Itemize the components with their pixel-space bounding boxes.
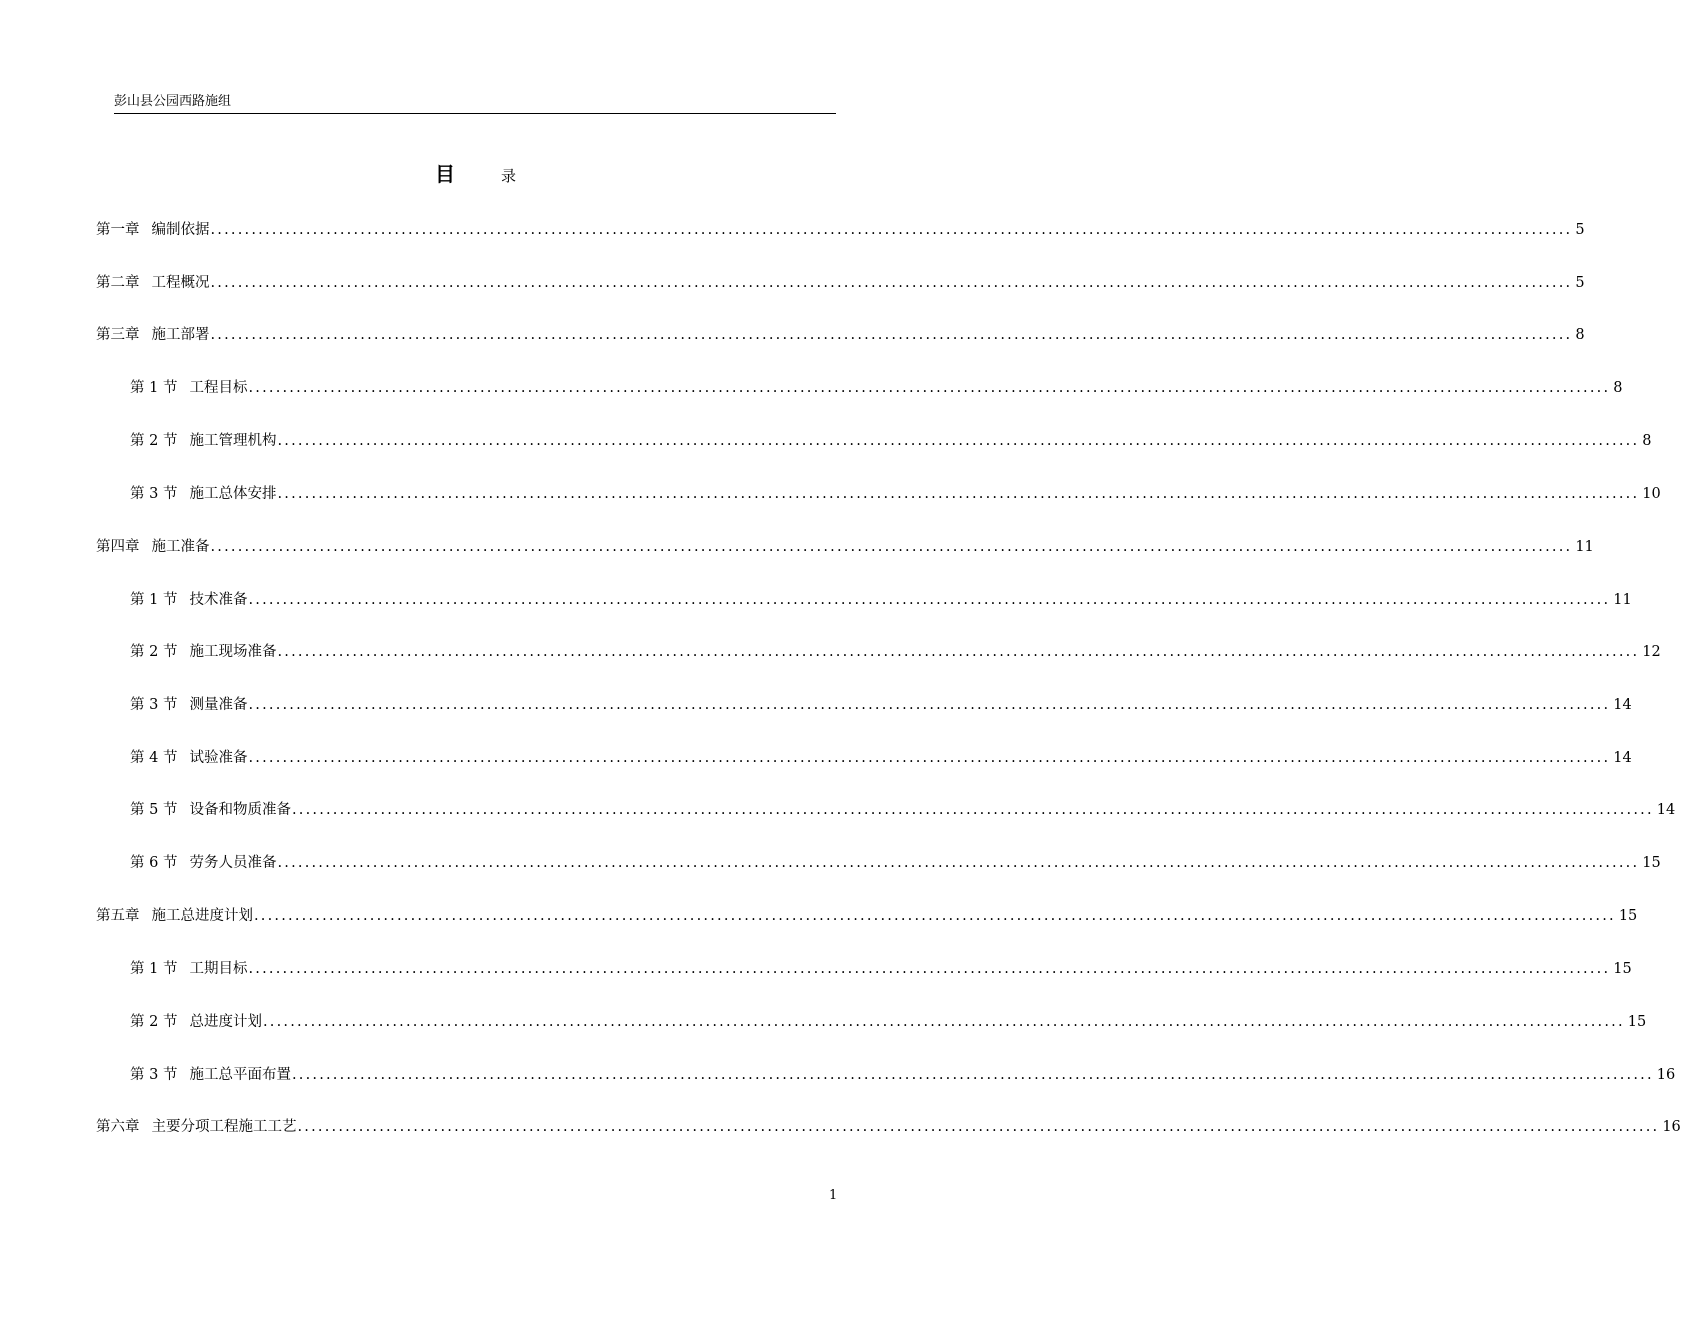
toc-entry-page: 14 xyxy=(1656,802,1676,818)
toc-entry-text: 劳务人员准备 xyxy=(189,855,277,871)
toc-entry-text: 主要分项工程施工工艺 xyxy=(151,1119,297,1135)
toc-entry-page: 8 xyxy=(1575,327,1585,343)
toc-entry[interactable] xyxy=(96,272,1585,294)
toc-entry-label: 第六章 xyxy=(96,1119,140,1135)
toc-entry-text: 工期目标 xyxy=(189,961,248,977)
toc-leader-dots: ........................................................................................................................................................................................................ xyxy=(291,1067,1654,1083)
toc-entry-page: 15 xyxy=(1627,1014,1647,1030)
toc-entry-page: 15 xyxy=(1613,961,1632,977)
toc-entry-label: 第 3 节 xyxy=(130,697,178,713)
toc-entry-label: 第 3 节 xyxy=(130,486,178,502)
toc-entry-text: 施工现场准备 xyxy=(189,644,277,660)
toc-leader-dots: ........................................................................................................................................................................................................ xyxy=(291,802,1654,818)
toc-entry-label: 第 3 节 xyxy=(130,1067,178,1083)
toc-entry-label: 第 2 节 xyxy=(130,644,178,660)
toc-entry-page: 11 xyxy=(1575,539,1594,555)
toc-entry[interactable] xyxy=(130,377,1623,399)
toc-leader-dots: ........................................................................................................................................................................................................ xyxy=(210,275,1573,291)
toc-leader-dots: ........................................................................................................................................................................................................ xyxy=(248,592,1611,608)
toc-entry-page: 16 xyxy=(1662,1119,1681,1135)
toc-entry-text: 施工管理机构 xyxy=(189,433,277,449)
toc-entry-page: 8 xyxy=(1613,380,1623,396)
toc-entry-label: 第二章 xyxy=(96,275,140,291)
toc-entry-label: 第四章 xyxy=(96,539,140,555)
toc-entry-text: 工程目标 xyxy=(189,380,248,396)
toc-entry-label: 第三章 xyxy=(96,327,140,343)
toc-entry-text: 试验准备 xyxy=(189,750,248,766)
toc-entry[interactable] xyxy=(96,324,1585,346)
toc-leader-dots: ........................................................................................................................................................................................................ xyxy=(248,697,1611,713)
toc-entry-text: 技术准备 xyxy=(189,592,248,608)
toc-entry[interactable] xyxy=(130,852,1661,874)
toc-entry-page: 15 xyxy=(1642,855,1661,871)
toc-title-char-2: 录 xyxy=(501,167,517,185)
toc-entry-page: 10 xyxy=(1642,486,1661,502)
toc-entry[interactable] xyxy=(130,589,1632,611)
toc-leader-dots: ........................................................................................................................................................................................................ xyxy=(277,486,1640,502)
toc-entry-page: 8 xyxy=(1642,433,1652,449)
toc-entry[interactable] xyxy=(130,1064,1676,1086)
toc-entry[interactable] xyxy=(130,1011,1647,1033)
toc-entry-page: 16 xyxy=(1656,1067,1676,1083)
toc-entry-page: 5 xyxy=(1575,275,1585,291)
toc-entry-text: 测量准备 xyxy=(189,697,248,713)
toc-entry-label: 第 6 节 xyxy=(130,855,178,871)
toc-leader-dots: ........................................................................................................................................................................................................ xyxy=(277,855,1640,871)
toc-entry-text: 施工总进度计划 xyxy=(151,908,253,924)
toc-leader-dots: ........................................................................................................................................................................................................ xyxy=(262,1014,1625,1030)
toc-leader-dots: ........................................................................................................................................................................................................ xyxy=(248,961,1611,977)
toc-entry[interactable] xyxy=(130,641,1661,663)
toc-entry-label: 第 2 节 xyxy=(130,1014,178,1030)
toc-leader-dots: ........................................................................................................................................................................................................ xyxy=(210,539,1573,555)
toc-entry-page: 11 xyxy=(1613,592,1632,608)
toc-entry[interactable] xyxy=(130,430,1652,452)
toc-entry-text: 编制依据 xyxy=(151,222,210,238)
toc-entry-page: 14 xyxy=(1613,750,1632,766)
toc-entry-label: 第 1 节 xyxy=(130,961,178,977)
toc-entry-text: 施工总体安排 xyxy=(189,486,277,502)
toc-title-char-1: 目 xyxy=(435,162,455,186)
toc-entry-label: 第 5 节 xyxy=(130,802,178,818)
toc-leader-dots: ........................................................................................................................................................................................................ xyxy=(210,222,1573,238)
toc-leader-dots: ........................................................................................................................................................................................................ xyxy=(254,908,1616,924)
toc-entry-label: 第 4 节 xyxy=(130,750,178,766)
toc-entry[interactable] xyxy=(96,1116,1681,1138)
toc-entry-page: 12 xyxy=(1642,644,1661,660)
toc-entry[interactable] xyxy=(130,694,1632,716)
toc-entry-text: 施工准备 xyxy=(151,539,210,555)
toc-leader-dots: ........................................................................................................................................................................................................ xyxy=(210,327,1573,343)
toc-entry-page: 5 xyxy=(1575,222,1585,238)
toc-entry-label: 第 1 节 xyxy=(130,592,178,608)
toc-leader-dots: ........................................................................................................................................................................................................ xyxy=(248,750,1611,766)
toc-entry[interactable] xyxy=(130,747,1632,769)
toc-entry-text: 工程概况 xyxy=(151,275,210,291)
toc-entry-page: 15 xyxy=(1618,908,1638,924)
toc-leader-dots: ........................................................................................................................................................................................................ xyxy=(277,644,1640,660)
toc-entry-text: 总进度计划 xyxy=(189,1014,262,1030)
toc-leader-dots: ........................................................................................................................................................................................................ xyxy=(277,433,1640,449)
toc-entry[interactable] xyxy=(130,483,1661,505)
toc-entry-label: 第 1 节 xyxy=(130,380,178,396)
toc-entry-label: 第一章 xyxy=(96,222,140,238)
header-title: 彭山县公园西路施组 xyxy=(114,94,232,109)
toc-entry-text: 施工总平面布置 xyxy=(189,1067,291,1083)
toc-entry-text: 设备和物质准备 xyxy=(189,802,291,818)
toc-entry[interactable] xyxy=(96,905,1638,927)
toc-entry[interactable] xyxy=(130,799,1676,821)
footer-page-number: 1 xyxy=(829,1188,838,1203)
toc-leader-dots: ........................................................................................................................................................................................................ xyxy=(297,1119,1660,1135)
toc-leader-dots: ........................................................................................................................................................................................................ xyxy=(248,380,1611,396)
toc-entry[interactable] xyxy=(96,219,1585,241)
toc-entry-page: 14 xyxy=(1613,697,1632,713)
toc-entry-text: 施工部署 xyxy=(151,327,210,343)
toc-entry[interactable] xyxy=(96,536,1594,558)
toc-entry[interactable] xyxy=(130,958,1632,980)
toc-entry-label: 第五章 xyxy=(96,908,140,924)
toc-entry-label: 第 2 节 xyxy=(130,433,178,449)
